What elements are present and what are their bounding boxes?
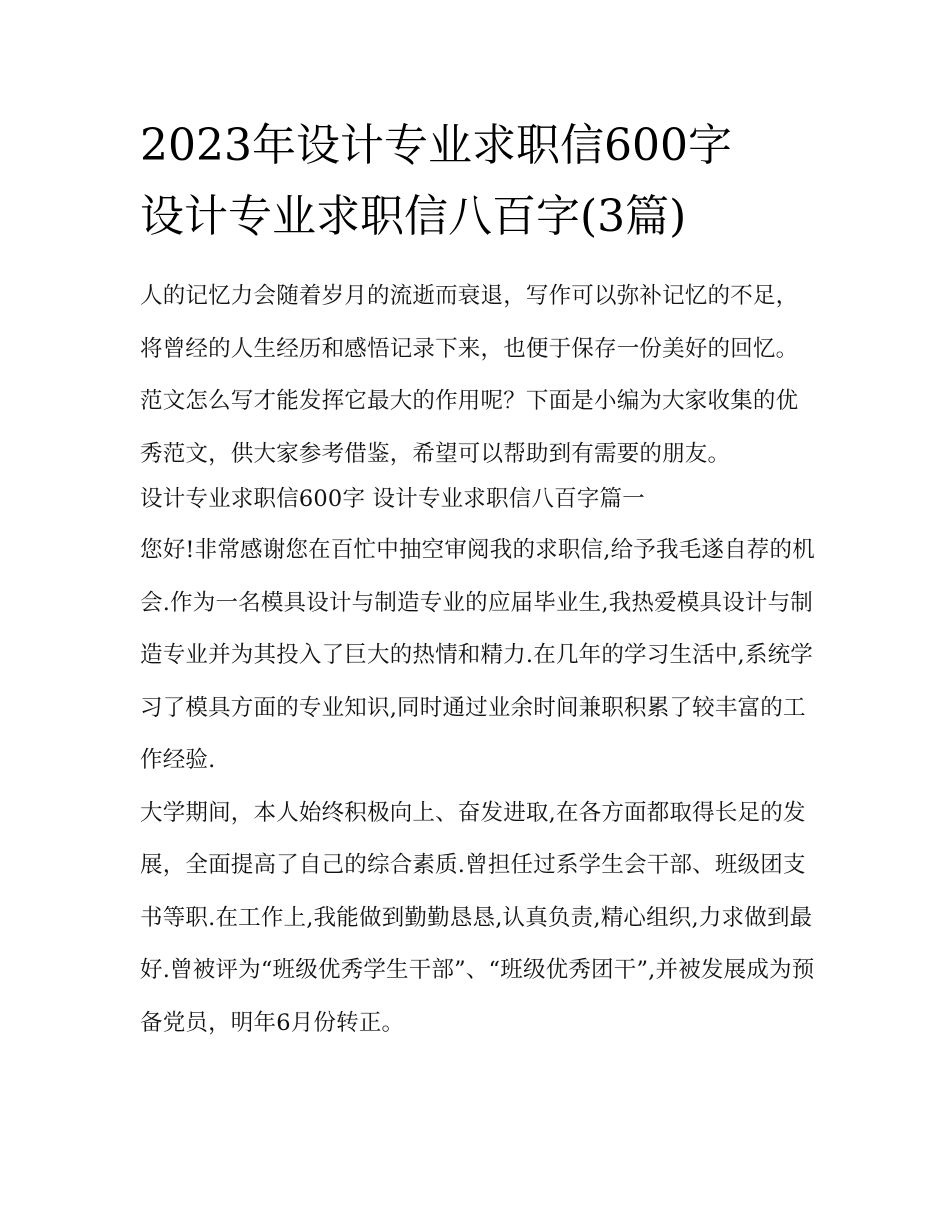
title-line-1: 2023年设计专业求职信600字 xyxy=(140,120,732,171)
body-paragraph-1: 您好!非常感谢您在百忙中抽空审阅我的求职信,给予我毛遂自荐的机会.作为一名模具设计与制造专业的应届毕业生,我热爱模具设计与制造专业并为其投入了巨大的热情和精力.在几年的学习生活中,系统学习了模具方面的专业知识,同时通过业余时间兼职积累了较丰富的工作经验. xyxy=(140,537,815,773)
document-title xyxy=(140,110,815,252)
body-paragraph-2: 大学期间，本人始终积极向上、奋发进取,在各方面都取得长足的发展，全面提高了自己的综合素质.曾担任过系学生会干部、班级团支书等职.在工作上,我能做到勤勤恳恳,认真负责,精心组织,力求做到最好.曾被评为“班级优秀学生干部”、“班级优秀团干”,并被发展成为预备党员，明年6月份转正。 xyxy=(140,799,815,1036)
intro-paragraph: 人的记忆力会随着岁月的流逝而衰退，写作可以弥补记忆的不足，将曾经的人生经历和感悟记录下来，也便于保存一份美好的回忆。范文怎么写才能发挥它最大的作用呢？下面是小编为大家收集的优秀范文，供大家参考借鉴，希望可以帮助到有需要的朋友。 xyxy=(140,283,799,467)
title-line-2: 设计专业求职信八百字(3篇) xyxy=(140,191,687,242)
document-page xyxy=(140,110,815,1049)
section-heading: 设计专业求职信600字 设计专业求职信八百字篇一 xyxy=(140,486,645,512)
